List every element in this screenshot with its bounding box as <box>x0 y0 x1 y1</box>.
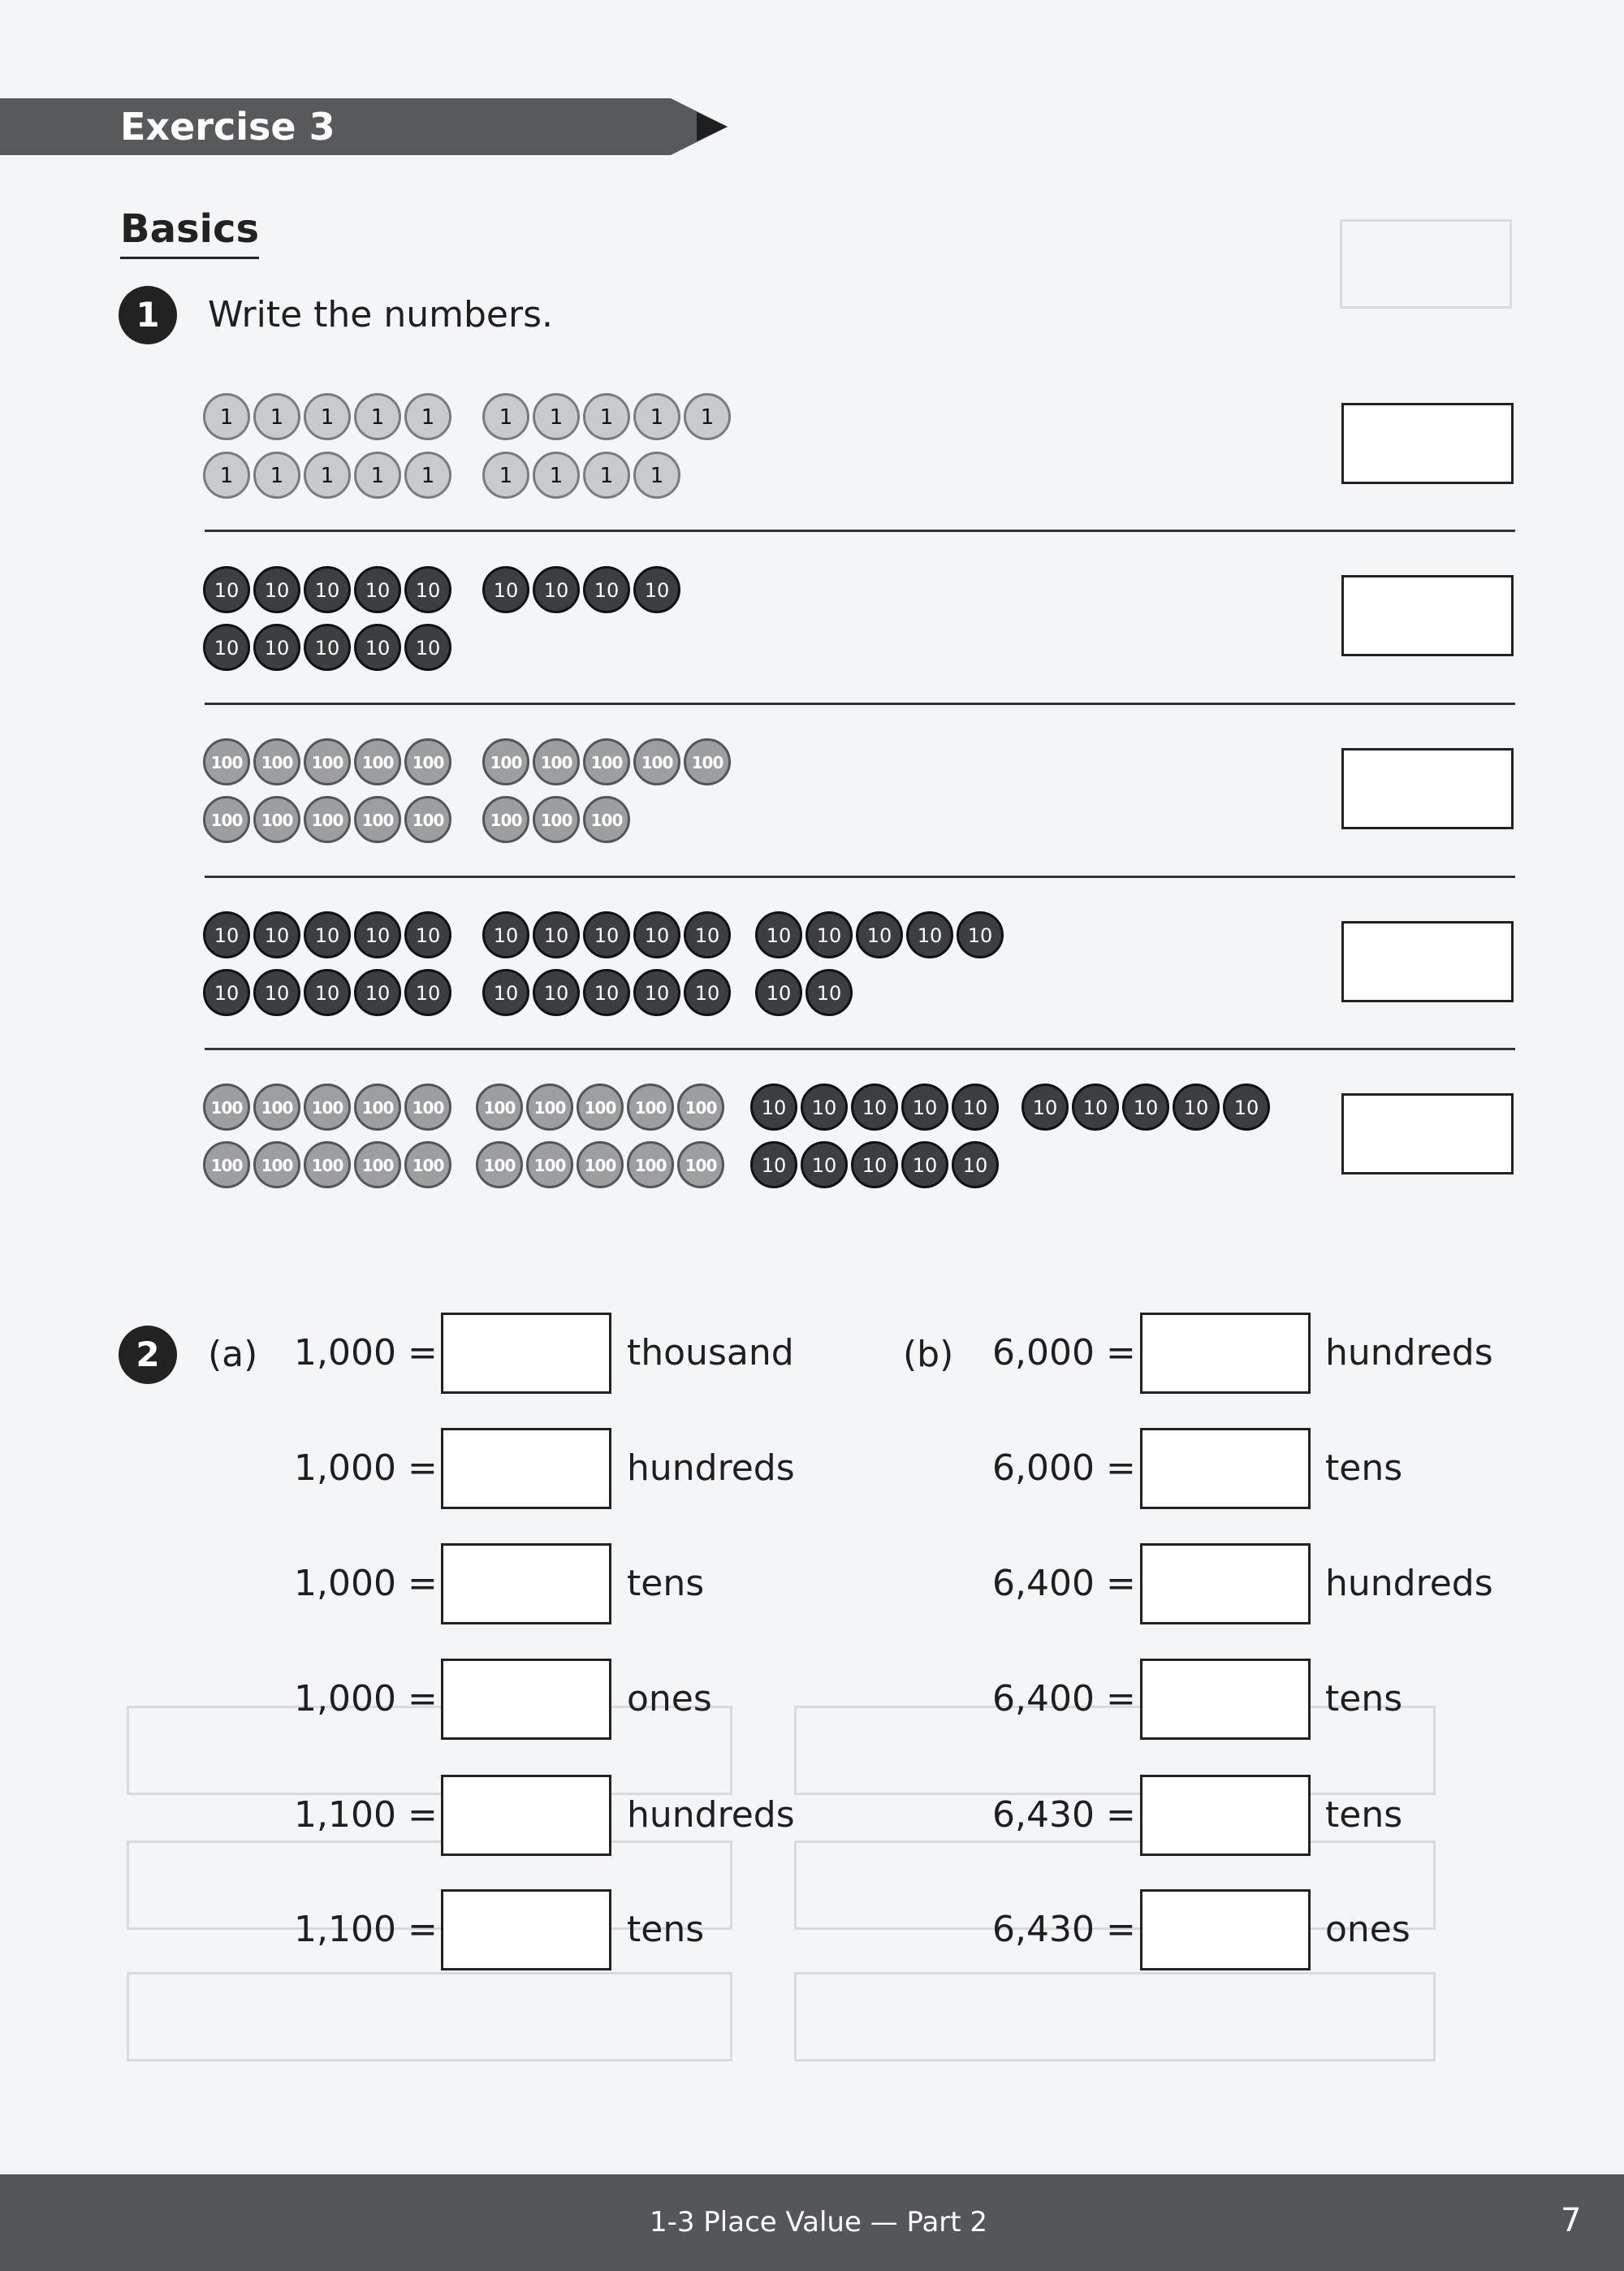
place-value-disc-hundred: 100 <box>404 1084 451 1131</box>
place-value-disc-one: 1 <box>533 452 580 499</box>
place-value-disc-ten: 10 <box>253 624 300 671</box>
place-value-disc-hundred: 100 <box>354 738 401 785</box>
place-value-disc-ten: 10 <box>583 566 630 613</box>
place-value-disc-ten: 10 <box>482 566 529 613</box>
place-value-disc-hundred: 100 <box>577 1084 624 1131</box>
place-value-disc-ten: 10 <box>1072 1084 1119 1131</box>
part-a-unit: hundreds <box>627 1447 795 1489</box>
place-value-disc-one: 1 <box>482 393 529 440</box>
place-value-disc-hundred: 100 <box>253 1084 300 1131</box>
part-b-lhs: 6,430 <box>992 1794 1095 1836</box>
equals-sign: = <box>408 1563 438 1604</box>
part-a-label: (a) <box>208 1334 258 1375</box>
part-a-answer-box[interactable] <box>441 1543 611 1624</box>
place-value-disc-ten: 10 <box>901 1084 948 1131</box>
exercise-header-bar <box>0 98 671 155</box>
place-value-disc-ten: 10 <box>952 1084 999 1131</box>
place-value-disc-one: 1 <box>633 393 680 440</box>
place-value-disc-ten: 10 <box>583 969 630 1016</box>
part-a-answer-box[interactable] <box>441 1428 611 1509</box>
place-value-disc-hundred: 100 <box>684 738 731 785</box>
section-title: Basics <box>120 206 259 259</box>
place-value-disc-hundred: 100 <box>526 1141 573 1188</box>
part-a-lhs: 1,000 <box>294 1678 396 1719</box>
part-b-answer-box[interactable] <box>1140 1889 1311 1970</box>
place-value-disc-hundred: 100 <box>476 1141 523 1188</box>
place-value-disc-ten: 10 <box>404 566 451 613</box>
part-a-answer-box[interactable] <box>441 1775 611 1856</box>
part-b-lhs: 6,000 <box>992 1447 1095 1489</box>
place-value-disc-one: 1 <box>633 452 680 499</box>
place-value-disc-ten: 10 <box>957 911 1004 958</box>
place-value-disc-ten: 10 <box>901 1141 948 1188</box>
place-value-disc-hundred: 100 <box>677 1084 724 1131</box>
equals-sign: = <box>1106 1447 1136 1489</box>
place-value-disc-ten: 10 <box>533 969 580 1016</box>
part-a-lhs: 1,000 <box>294 1563 396 1604</box>
place-value-disc-one: 1 <box>482 452 529 499</box>
place-value-disc-hundred: 100 <box>253 1141 300 1188</box>
place-value-disc-ten: 10 <box>253 566 300 613</box>
place-value-disc-ten: 10 <box>684 969 731 1016</box>
place-value-disc-ten: 10 <box>583 911 630 958</box>
part-b-unit: tens <box>1325 1794 1403 1836</box>
place-value-disc-ten: 10 <box>354 566 401 613</box>
part-b-unit: tens <box>1325 1678 1403 1719</box>
place-value-disc-hundred: 100 <box>203 738 250 785</box>
part-a-answer-box[interactable] <box>441 1889 611 1970</box>
place-value-disc-hundred: 100 <box>304 1084 351 1131</box>
place-value-disc-one: 1 <box>354 452 401 499</box>
place-value-disc-ten: 10 <box>253 969 300 1016</box>
q1-answer-box-1[interactable] <box>1341 403 1514 484</box>
place-value-disc-hundred: 100 <box>533 796 580 843</box>
place-value-disc-ten: 10 <box>1173 1084 1220 1131</box>
place-value-disc-hundred: 100 <box>354 796 401 843</box>
place-value-disc-hundred: 100 <box>404 1141 451 1188</box>
show-through-box <box>127 1972 732 2061</box>
place-value-disc-ten: 10 <box>851 1141 898 1188</box>
place-value-disc-ten: 10 <box>856 911 903 958</box>
place-value-disc-ten: 10 <box>304 624 351 671</box>
place-value-disc-ten: 10 <box>354 624 401 671</box>
place-value-disc-one: 1 <box>583 452 630 499</box>
place-value-disc-ten: 10 <box>750 1141 797 1188</box>
place-value-disc-ten: 10 <box>404 624 451 671</box>
place-value-disc-hundred: 100 <box>253 796 300 843</box>
equals-sign: = <box>1106 1678 1136 1719</box>
place-value-disc-hundred: 100 <box>304 1141 351 1188</box>
show-through-box <box>1340 219 1512 309</box>
row-divider <box>205 876 1515 878</box>
place-value-disc-hundred: 100 <box>583 796 630 843</box>
place-value-disc-one: 1 <box>404 393 451 440</box>
place-value-disc-ten: 10 <box>203 911 250 958</box>
equals-sign: = <box>408 1447 438 1489</box>
place-value-disc-one: 1 <box>404 452 451 499</box>
place-value-disc-hundred: 100 <box>482 738 529 785</box>
q1-answer-box-4[interactable] <box>1341 921 1514 1002</box>
q1-answer-box-3[interactable] <box>1341 748 1514 829</box>
place-value-disc-one: 1 <box>684 393 731 440</box>
place-value-disc-ten: 10 <box>633 911 680 958</box>
place-value-disc-hundred: 100 <box>533 738 580 785</box>
part-b-answer-box[interactable] <box>1140 1543 1311 1624</box>
place-value-disc-ten: 10 <box>952 1141 999 1188</box>
place-value-disc-ten: 10 <box>482 911 529 958</box>
place-value-disc-one: 1 <box>304 452 351 499</box>
place-value-disc-ten: 10 <box>404 969 451 1016</box>
place-value-disc-ten: 10 <box>801 1084 848 1131</box>
place-value-disc-one: 1 <box>253 393 300 440</box>
part-b-answer-box[interactable] <box>1140 1428 1311 1509</box>
place-value-disc-hundred: 100 <box>627 1141 674 1188</box>
q1-answer-box-5[interactable] <box>1341 1093 1514 1174</box>
place-value-disc-one: 1 <box>304 393 351 440</box>
place-value-disc-ten: 10 <box>203 624 250 671</box>
q1-answer-box-2[interactable] <box>1341 575 1514 656</box>
place-value-disc-hundred: 100 <box>577 1141 624 1188</box>
place-value-disc-ten: 10 <box>203 566 250 613</box>
place-value-disc-ten: 10 <box>1122 1084 1169 1131</box>
part-b-lhs: 6,000 <box>992 1332 1095 1373</box>
part-b-label: (b) <box>903 1334 954 1375</box>
place-value-disc-ten: 10 <box>684 911 731 958</box>
place-value-disc-ten: 10 <box>1223 1084 1270 1131</box>
place-value-disc-ten: 10 <box>755 911 802 958</box>
question-1-instruction: Write the numbers. <box>208 294 553 335</box>
place-value-disc-one: 1 <box>253 452 300 499</box>
page-number: 7 <box>1561 2202 1582 2239</box>
footer-chapter-title: 1-3 Place Value — Part 2 <box>649 2206 988 2239</box>
place-value-disc-ten: 10 <box>851 1084 898 1131</box>
part-b-answer-box[interactable] <box>1140 1313 1311 1394</box>
part-b-unit: tens <box>1325 1447 1403 1489</box>
equals-sign: = <box>408 1794 438 1836</box>
row-divider <box>205 530 1515 532</box>
place-value-disc-hundred: 100 <box>354 1141 401 1188</box>
place-value-disc-hundred: 100 <box>677 1141 724 1188</box>
header-pencil-tip <box>697 112 728 141</box>
place-value-disc-hundred: 100 <box>526 1084 573 1131</box>
place-value-disc-ten: 10 <box>354 911 401 958</box>
part-b-answer-box[interactable] <box>1140 1659 1311 1740</box>
exercise-title: Exercise 3 <box>120 105 335 149</box>
row-divider <box>205 1048 1515 1050</box>
show-through-box <box>794 1972 1436 2061</box>
place-value-disc-ten: 10 <box>533 566 580 613</box>
place-value-disc-hundred: 100 <box>354 1084 401 1131</box>
part-b-answer-box[interactable] <box>1140 1775 1311 1856</box>
equals-sign: = <box>1106 1332 1136 1373</box>
place-value-disc-hundred: 100 <box>627 1084 674 1131</box>
place-value-disc-one: 1 <box>203 452 250 499</box>
place-value-disc-hundred: 100 <box>203 1141 250 1188</box>
part-b-lhs: 6,400 <box>992 1678 1095 1719</box>
place-value-disc-ten: 10 <box>906 911 953 958</box>
equals-sign: = <box>1106 1794 1136 1836</box>
place-value-disc-ten: 10 <box>354 969 401 1016</box>
place-value-disc-ten: 10 <box>806 969 853 1016</box>
place-value-disc-hundred: 100 <box>583 738 630 785</box>
place-value-disc-ten: 10 <box>404 911 451 958</box>
equals-sign: = <box>1106 1909 1136 1950</box>
place-value-disc-ten: 10 <box>755 969 802 1016</box>
place-value-disc-hundred: 100 <box>203 1084 250 1131</box>
place-value-disc-ten: 10 <box>203 969 250 1016</box>
place-value-disc-hundred: 100 <box>476 1084 523 1131</box>
part-a-unit: ones <box>627 1678 712 1719</box>
place-value-disc-ten: 10 <box>304 969 351 1016</box>
place-value-disc-one: 1 <box>354 393 401 440</box>
part-a-answer-box[interactable] <box>441 1313 611 1394</box>
part-b-lhs: 6,400 <box>992 1563 1095 1604</box>
part-a-lhs: 1,000 <box>294 1447 396 1489</box>
place-value-disc-one: 1 <box>583 393 630 440</box>
place-value-disc-hundred: 100 <box>304 738 351 785</box>
place-value-disc-ten: 10 <box>304 566 351 613</box>
place-value-disc-ten: 10 <box>304 911 351 958</box>
place-value-disc-one: 1 <box>203 393 250 440</box>
part-b-unit: hundreds <box>1325 1563 1493 1604</box>
place-value-disc-hundred: 100 <box>482 796 529 843</box>
place-value-disc-ten: 10 <box>801 1141 848 1188</box>
place-value-disc-ten: 10 <box>533 911 580 958</box>
part-a-unit: hundreds <box>627 1794 795 1836</box>
place-value-disc-hundred: 100 <box>304 796 351 843</box>
question-2-number: 2 <box>119 1326 177 1384</box>
place-value-disc-hundred: 100 <box>203 796 250 843</box>
place-value-disc-ten: 10 <box>482 969 529 1016</box>
place-value-disc-ten: 10 <box>633 969 680 1016</box>
place-value-disc-hundred: 100 <box>404 738 451 785</box>
place-value-disc-one: 1 <box>533 393 580 440</box>
place-value-disc-hundred: 100 <box>253 738 300 785</box>
equals-sign: = <box>408 1909 438 1950</box>
part-a-lhs: 1,100 <box>294 1909 396 1950</box>
place-value-disc-ten: 10 <box>750 1084 797 1131</box>
part-a-lhs: 1,100 <box>294 1794 396 1836</box>
place-value-disc-ten: 10 <box>1021 1084 1069 1131</box>
part-b-unit: ones <box>1325 1909 1410 1950</box>
equals-sign: = <box>1106 1563 1136 1604</box>
part-a-unit: tens <box>627 1909 705 1950</box>
part-a-unit: tens <box>627 1563 705 1604</box>
place-value-disc-hundred: 100 <box>404 796 451 843</box>
row-divider <box>205 703 1515 705</box>
part-b-lhs: 6,430 <box>992 1909 1095 1950</box>
part-b-unit: hundreds <box>1325 1332 1493 1373</box>
part-a-lhs: 1,000 <box>294 1332 396 1373</box>
part-a-unit: thousand <box>627 1332 794 1373</box>
equals-sign: = <box>408 1678 438 1719</box>
place-value-disc-hundred: 100 <box>633 738 680 785</box>
place-value-disc-ten: 10 <box>253 911 300 958</box>
place-value-disc-ten: 10 <box>633 566 680 613</box>
part-a-answer-box[interactable] <box>441 1659 611 1740</box>
place-value-disc-ten: 10 <box>806 911 853 958</box>
equals-sign: = <box>408 1332 438 1373</box>
question-1-number: 1 <box>119 286 177 344</box>
